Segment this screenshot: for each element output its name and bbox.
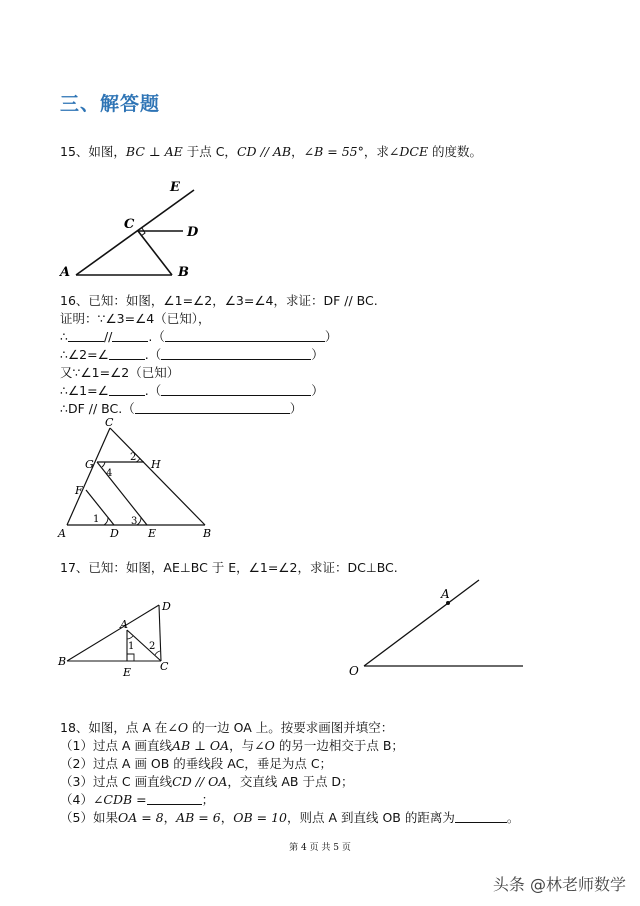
q18-i1-c: 的另一边相交于点 B； [274,738,404,753]
q16-label-3: 3 [131,516,138,527]
q15-text-3: ，求 [363,144,389,159]
q16-l4-paren-open: .（ [144,383,162,398]
q17-label-2: 2 [149,641,156,652]
page-footer: 第 4 页 共 5 页 [289,843,351,853]
q15-math-cd-parallel-ab: CD // AB [236,144,292,159]
q15-math-angle-dce: ∠DCE [388,144,429,159]
q16-label-h: H [151,458,161,471]
q18-i4-b: ； [201,792,215,807]
q16-l1-therefore: ∴ [60,329,68,344]
q18-item-1 [60,737,404,755]
q16-label-c: C [105,416,114,429]
q18-i1-b: ，与 [229,738,255,753]
q15-math-bc-perp-ae: BC ⊥ AE [125,144,183,159]
q17-label-d: D [162,600,171,613]
q16-label-d: D [110,527,119,540]
q18-i5-math-ob: OB = 10 [233,810,287,825]
q18-i4-math: ∠CDB = [92,792,147,807]
q18-i3-b: ，交直线 AB 于点 D； [227,774,354,789]
section-title: 三、解答题 [60,93,161,115]
q16-l5-text: ∴DF // BC.（ [60,401,135,416]
q18-item-4 [60,791,214,809]
q16-label-4: 4 [106,468,113,479]
watermark: 头条 @林老师数学 [492,875,626,894]
q16-label-2: 2 [130,452,137,463]
q15-label-d: D [187,225,199,240]
q18-i5-math-ab: AB = 6 [176,810,221,825]
q18-i4-a: （4） [60,792,93,807]
q17-label-o: O [349,664,359,678]
q15-text-4: 的度数。 [428,144,483,159]
q17-label-a2: A [441,587,450,601]
q16-l2-paren-close: ） [311,347,324,362]
q17-label-1: 1 [128,641,135,652]
q16-label-1: 1 [93,514,100,525]
q16-label-f: F [75,484,83,497]
q18-item-3 [60,773,354,791]
q15-label-a: A [60,265,71,280]
q18-i5-c: 。 [506,810,520,825]
q18-item-2: （2）过点 A 画 OB 的垂线段 AC，垂足为点 C； [60,756,333,771]
q16-label-g: G [85,458,94,471]
q18-i1-math-2: ∠O [254,738,275,753]
q15-text-2: ， [291,144,304,159]
q16-l5-paren-close: ） [289,401,303,416]
q16-l1-paren-close: ） [324,329,338,344]
q18-i5-sep-2: ， [220,810,234,825]
q15-text-1: 于点 C， [182,144,237,159]
q18-i3-math: CD // OA [172,774,228,789]
q18-title-b: 的一边 OA 上。按要求画图并填空： [188,720,394,735]
q16-label-a: A [58,527,66,540]
q16-title: 16、已知：如图，∠1=∠2，∠3=∠4，求证：DF // BC. [60,293,378,308]
q18-i5-a: （5）如果 [60,810,118,825]
q15-label-e: E [170,180,180,195]
q18-i5-math-oa: OA = 8 [117,810,164,825]
q16-l1-parallel: // [103,329,113,344]
q17-label-b: B [58,655,67,668]
q16-proof-start: 证明：∵∠3=∠4（已知）， [60,311,211,326]
q18-title [60,719,393,737]
q17-label-c: C [160,660,169,673]
q16-l1-paren-open: .（ [148,329,165,344]
q15-label-c: C [124,217,135,232]
q15-label-b: B [178,265,189,280]
q18-i5-blank[interactable] [455,810,507,823]
q16-l4-paren-close: ） [311,383,324,398]
q18-item-5 [60,809,519,827]
q16-l4-text: ∴∠1=∠ [60,383,109,398]
q16-l2-text: ∴∠2=∠ [60,347,109,362]
q18-i1-math: AB ⊥ OA [171,738,230,753]
q18-i5-b: ，则点 A 到直线 OB 的距离为 [287,810,455,825]
q15-number: 15、如图， [60,144,126,159]
q18-math-angle-o: ∠O [167,720,189,735]
q17-title: 17、已知：如图，AE⊥BC 于 E，∠1=∠2，求证：DC⊥BC. [60,560,398,575]
q18-i1-a: （1）过点 A 画直线 [60,738,172,753]
q17-label-e: E [123,666,132,679]
q17-label-a: A [120,618,128,631]
q16-label-e: E [148,527,157,540]
q16-label-b: B [203,527,212,540]
q16-line-3: 又∵∠1=∠2（已知） [60,365,180,380]
q18-i5-sep-1: ， [163,810,177,825]
q18-i3-a: （3）过点 C 画直线 [60,774,173,789]
q18-i4-blank[interactable] [147,792,202,805]
q15-math-angle-b: ∠B = 55° [303,144,364,159]
q16-l2-paren-open: .（ [144,347,162,362]
q18-title-a: 18、如图，点 A 在 [60,720,168,735]
